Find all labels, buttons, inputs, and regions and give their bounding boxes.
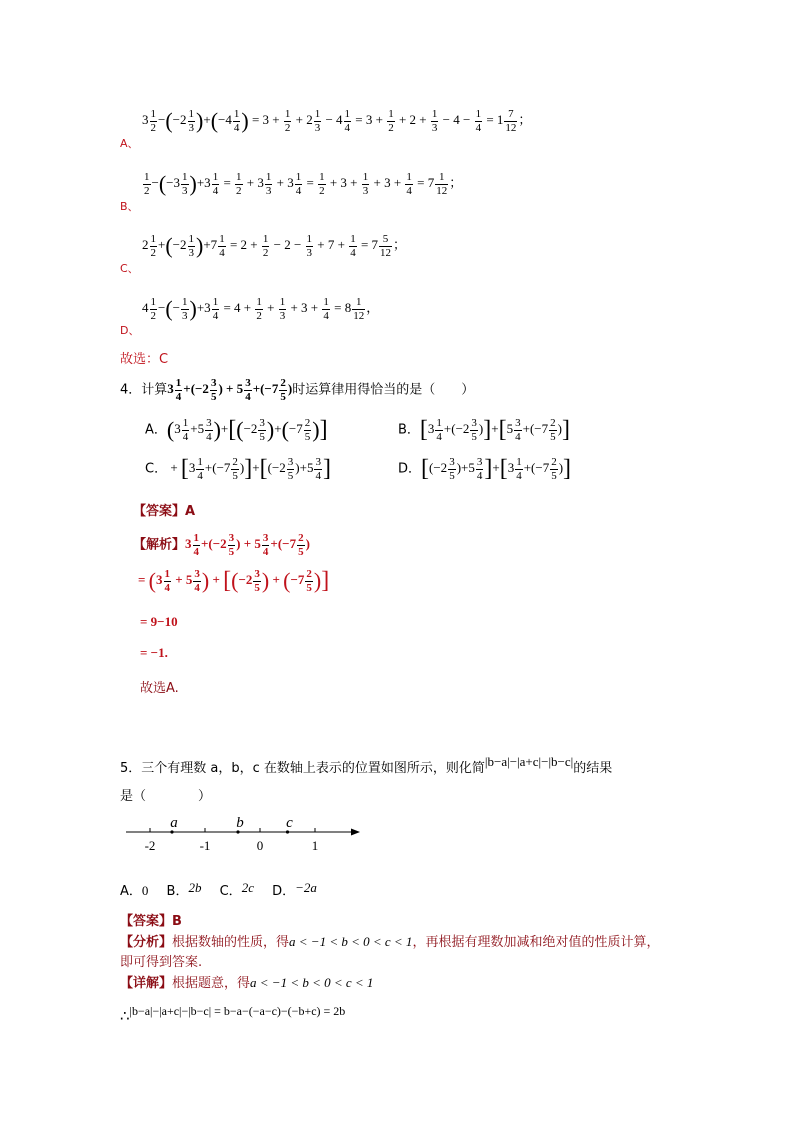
q5-number-line — [120, 810, 370, 858]
number-line-point-label-c: c — [286, 815, 293, 831]
q5-option-c-label: C． — [219, 884, 242, 899]
q5-answer: 【答案】B — [120, 914, 182, 929]
number-line-point-label-b: b — [236, 815, 244, 831]
q4-option-a: A．(3 $\frac{1}{4}$ +5 $\frac{3}{4}$ )+[(−2 $\frac{3}{5}$ )+(−7 $\frac{2}{5}$ )] — [145, 417, 328, 443]
q3-option-d-tail: ， — [366, 300, 380, 316]
q3-option-d-equation: 4 $\frac{1}{2}$ −(− $\frac{1}{3}$ )+3 $\frac{1}{4}$ = 4 + $\frac{1}{2}$ + $\frac{1}{3}$ + 3 + $\frac{1}{4}$ = 8 $\frac{1}{12}$ ， — [142, 295, 380, 322]
number-line-tick-label: 1 — [311, 838, 319, 853]
q4-analysis-step1: 【解析】3 $\frac{1}{4}$ +(−2 $\frac{3}{5}$ ) + 5 $\frac{3}{4}$ +(−7 $\frac{2}{5}$ ) — [133, 532, 310, 558]
q5-final-line — [120, 1001, 346, 1025]
q3-option-d-label: D、 — [120, 324, 140, 337]
q5-analysis-label: 【分析】 — [120, 935, 173, 950]
q3-choice: 故选：C — [120, 352, 169, 367]
q5-question-line2: 是（ ） — [120, 789, 212, 804]
q3-option-c-equation: 2 $\frac{1}{2}$ +(−2 $\frac{1}{3}$ )+7 $\frac{1}{4}$ = 2 + $\frac{1}{2}$ − 2 − $\frac{1}{3}$ + 7 + $\frac{1}{4}$ = 7 $\frac{5}{12}$ ； — [142, 232, 407, 259]
q5-detail-pre: 根据题意，得 — [172, 976, 251, 991]
q3-option-c-tail: ； — [393, 237, 407, 253]
number-line-tick-label: -2 — [144, 838, 156, 853]
q3-option-c-label: C、 — [120, 262, 139, 275]
q4-analysis-step2: = (3 $\frac{1}{4}$ + 5 $\frac{3}{4}$ ) + [(−2 $\frac{3}{5}$ ) + (−7 $\frac{2}{5}$ )] — [138, 568, 330, 594]
q5-detail-condition: a < −1 < b < 0 < c < 1 — [250, 975, 374, 990]
q4-prefix: 4．计算 — [120, 382, 168, 398]
q5-question-line1 — [120, 754, 613, 776]
q5-analysis-condition: a < −1 < b < 0 < c < 1 — [289, 934, 413, 949]
q4-analysis-label: 【解析】 — [133, 537, 186, 553]
q5-analysis-pre: 根据数轴的性质，得 — [172, 935, 290, 950]
q4-suffix: 时运算律用得恰当的是（ ） — [292, 382, 475, 398]
q5-suffix: 的结果 — [573, 761, 613, 776]
q5-option-a-value: 0 — [141, 883, 149, 898]
q4-question — [120, 378, 474, 403]
q3-option-a-tail: ； — [518, 112, 532, 128]
q4-option-a-label: A． — [145, 422, 167, 438]
q4-analysis-step3: = 9−10 — [140, 614, 178, 629]
q5-abs-expression: |b−a|−|a+c|−|b−c| — [484, 754, 574, 769]
q3-option-b-label: B、 — [120, 200, 139, 213]
q5-options — [120, 880, 317, 899]
q4-option-b-label: B． — [398, 422, 420, 438]
number-line-tick-label: -1 — [199, 838, 211, 853]
q5-option-c-value: 2c — [241, 880, 254, 895]
q5-analysis-post: ，再根据有理数加减和绝对值的性质计算， — [412, 935, 660, 950]
q4-option-d: D．[(−2 $\frac{3}{5}$ )+5 $\frac{3}{4}$ ]+[3 $\frac{1}{4}$ +(−7 $\frac{2}{5}$ )] — [398, 456, 572, 482]
q5-prefix: 5．三个有理数 a，b，c 在数轴上表示的位置如图所示，则化简 — [120, 761, 485, 776]
therefore-symbol: ∴ — [120, 1007, 130, 1025]
q4-expression: 3 $\frac{1}{4}$ +(−2 $\frac{3}{5}$ ) + 5 $\frac{3}{4}$ +(−7 $\frac{2}{5}$ ) — [167, 377, 293, 403]
q5-option-b-value: 2b — [188, 880, 202, 895]
q4-choice: 故选A. — [140, 681, 179, 696]
q5-option-b-label: B． — [166, 884, 189, 899]
number-line-point-label-a: a — [170, 815, 178, 831]
q3-option-a-equation: 3 $\frac{1}{2}$ −(−2 $\frac{1}{3}$ )+(−4 $\frac{1}{4}$ ) = 3 + $\frac{1}{2}$ + 2 $\frac{1}{3}$ − 4 $\frac{1}{4}$ = 3 + $\frac{1}{2}$ + 2 + $\frac{1}{3}$ − 4 − $\frac{1}{4}$ = 1 $\frac{7}{12}$ ； — [142, 107, 532, 134]
q3-option-b-tail: ； — [449, 175, 463, 191]
q3-option-a-label: A、 — [120, 137, 139, 150]
q5-option-d-value: −2a — [295, 880, 317, 895]
q4-option-b: B．[3 $\frac{1}{4}$ +(−2 $\frac{3}{5}$ )]+[5 $\frac{3}{4}$ +(−7 $\frac{2}{5}$ )] — [398, 417, 570, 443]
q3-option-b-equation: $\frac{1}{2}$ −(−3 $\frac{1}{3}$ )+3 $\frac{1}{4}$ = $\frac{1}{2}$ + 3 $\frac{1}{3}$ + 3 $\frac{1}{4}$ = $\frac{1}{2}$ + 3 + $\frac{1}{3}$ + 3 + $\frac{1}{4}$ = 7 $\frac{1}{12}$ ； — [144, 170, 463, 197]
q4-option-c: C． + [3 $\frac{1}{4}$ +(−7 $\frac{2}{5}$ )]+[(−2 $\frac{3}{5}$ )+5 $\frac{3}{4}$ ] — [145, 456, 331, 482]
q5-option-d-label: D． — [272, 884, 296, 899]
q4-option-d-label: D． — [398, 461, 422, 477]
q4-option-c-label: C． — [145, 461, 168, 477]
q5-option-a-label: A． — [120, 884, 142, 899]
number-line-arrow-icon — [351, 829, 360, 836]
q5-detail-line — [120, 972, 373, 991]
q5-analysis-line1 — [120, 931, 659, 950]
q4-analysis-step4: = −1. — [140, 645, 168, 660]
q5-analysis-line2: 即可得到答案. — [120, 955, 203, 970]
q5-detail-label: 【详解】 — [120, 976, 173, 991]
number-line-tick-label: 0 — [256, 838, 264, 853]
q4-answer: 【答案】A — [133, 504, 196, 519]
q5-final-equation: |b−a|−|a+c|−|b−c| = b−a−(−a−c)−(−b+c) = 2b — [129, 1004, 346, 1018]
